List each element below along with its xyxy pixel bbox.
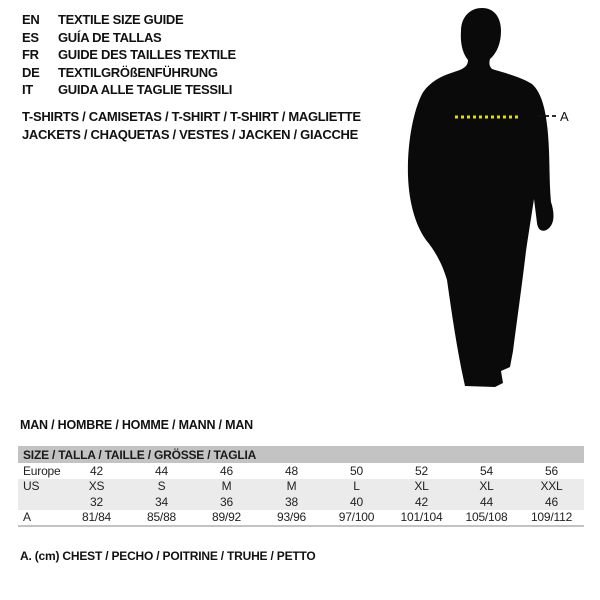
cell: 44	[155, 463, 168, 478]
cell: 81/84	[81, 510, 112, 525]
language-label: GUIDA ALLE TAGLIE TESSILI	[58, 82, 233, 97]
cell: 40	[350, 494, 363, 509]
language-code: EN	[22, 12, 40, 27]
cell: 48	[285, 463, 298, 478]
measure-footnote: A. (cm) CHEST / PECHO / POITRINE / TRUHE / PETTO	[20, 549, 316, 563]
language-list	[22, 11, 236, 99]
cell: 54	[480, 463, 493, 478]
cell: 85/88	[146, 510, 177, 525]
category-jackets: JACKETS / CHAQUETAS / VESTES / JACKEN / GIACCHE	[22, 127, 358, 142]
cell: 101/104	[400, 510, 443, 525]
man-silhouette-svg	[398, 4, 583, 394]
cell: 52	[415, 463, 428, 478]
cell: XL	[479, 479, 494, 494]
row-label: US	[23, 479, 40, 494]
cell: 105/108	[465, 510, 508, 525]
table-row-chest-a	[18, 510, 584, 526]
category-block	[22, 108, 361, 144]
cell: 36	[220, 494, 233, 509]
cell: 42	[415, 494, 428, 509]
cell: 109/112	[530, 510, 573, 525]
cell: XS	[88, 479, 105, 494]
language-label: GUÍA DE TALLAS	[58, 29, 162, 45]
measure-label-a: A	[560, 109, 569, 124]
row-label: Europe	[23, 463, 61, 478]
cell: XXL	[540, 479, 563, 494]
table-row-europe	[18, 463, 584, 479]
language-row	[22, 29, 236, 47]
cell: 93/96	[276, 510, 307, 525]
size-table	[18, 446, 584, 527]
language-code: IT	[22, 82, 33, 97]
language-row	[22, 46, 236, 64]
row-label: A	[23, 510, 31, 525]
cell: 44	[480, 494, 493, 509]
cell: 38	[285, 494, 298, 509]
table-row-numeric	[18, 494, 584, 510]
language-code: DE	[22, 64, 40, 80]
cell: 32	[90, 494, 103, 509]
cell: 46	[220, 463, 233, 478]
gender-heading: MAN / HOMBRE / HOMME / MANN / MAN	[20, 418, 253, 432]
language-code: FR	[22, 47, 39, 62]
category-tshirts: T-SHIRTS / CAMISETAS / T-SHIRT / T-SHIRT / MAGLIETTE	[22, 109, 361, 124]
man-silhouette-figure	[398, 4, 583, 394]
cell: M	[286, 479, 297, 494]
language-label: TEXTILE SIZE GUIDE	[58, 12, 184, 27]
cell: 46	[545, 494, 558, 509]
language-code: ES	[22, 29, 39, 45]
language-row	[22, 81, 236, 99]
size-table-header: SIZE / TALLA / TAILLE / GRÖSSE / TAGLIA	[18, 446, 584, 463]
cell: 50	[350, 463, 363, 478]
language-row	[22, 64, 236, 82]
cell: L	[353, 479, 360, 494]
cell: 56	[545, 463, 558, 478]
cell: 89/92	[211, 510, 242, 525]
man-silhouette-shape	[408, 8, 554, 387]
cell: 97/100	[338, 510, 375, 525]
cell: XL	[414, 479, 429, 494]
cell: 34	[155, 494, 168, 509]
language-label: GUIDE DES TAILLES TEXTILE	[58, 47, 236, 62]
cell: S	[157, 479, 166, 494]
language-label: TEXTILGRÖßENFÜHRUNG	[58, 64, 218, 80]
table-row-us	[18, 479, 584, 495]
cell: M	[221, 479, 232, 494]
cell: 42	[90, 463, 103, 478]
language-row	[22, 11, 236, 29]
